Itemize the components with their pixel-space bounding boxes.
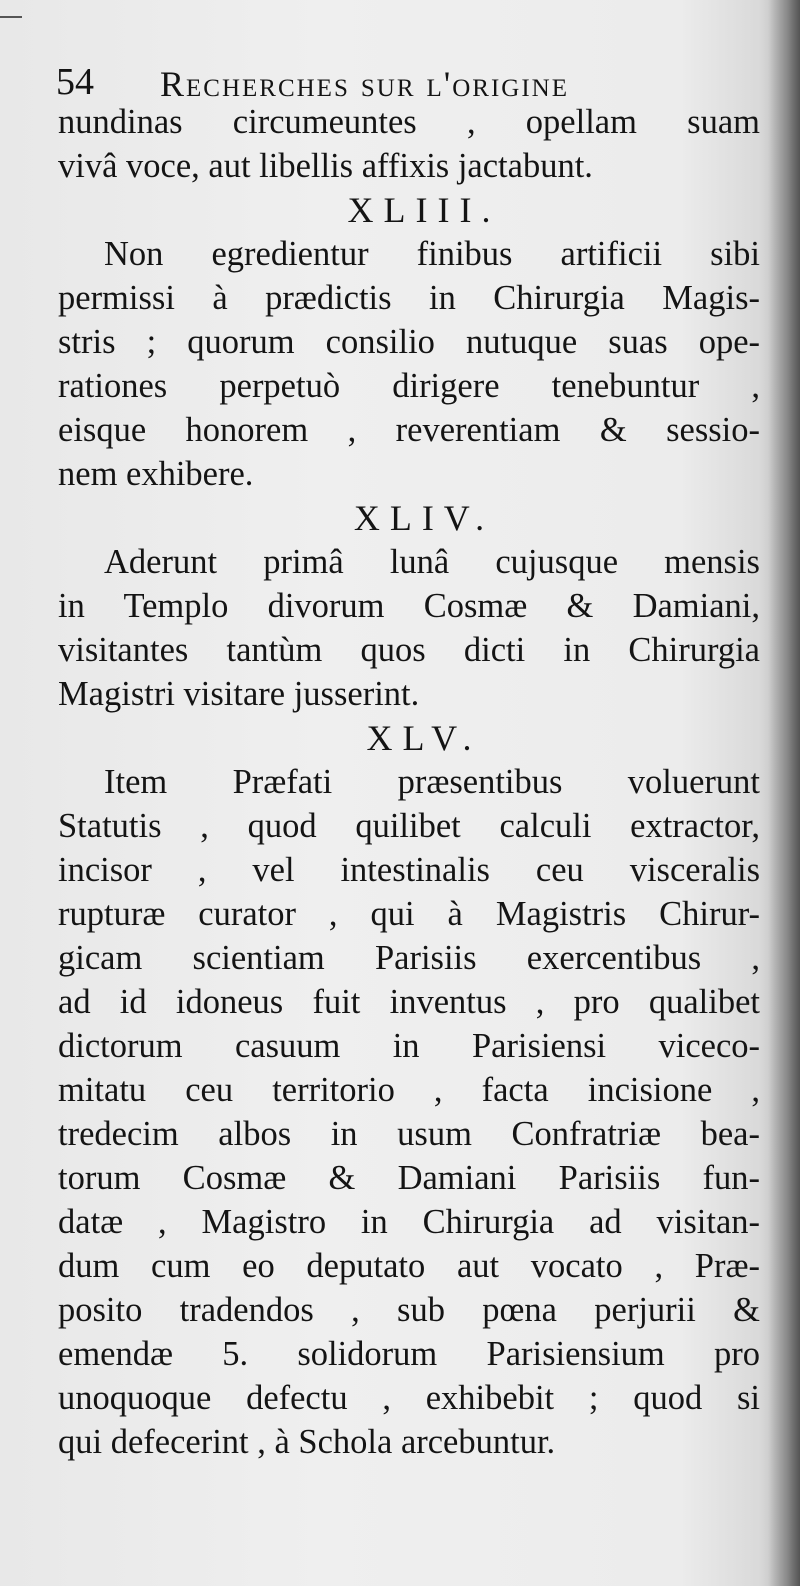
running-title: Recherches sur l'origine	[160, 64, 570, 104]
body-text	[58, 100, 760, 1464]
text-line: rationes perpetuò dirigere tenebuntur ,	[58, 367, 760, 405]
text-line: unoquoque defectu , exhibebit ; quod si	[58, 1379, 760, 1417]
text-line: permissi à prædictis in Chirurgia Magis-	[58, 279, 760, 317]
text-line: Statutis , quod quilibet calculi extractor,	[58, 807, 760, 845]
text-line: torum Cosmæ & Damiani Parisiis fun-	[58, 1159, 760, 1197]
paragraph-first-line: Item Præfati præsentibus voluerunt	[104, 763, 760, 801]
page-header	[56, 58, 756, 106]
text-line: dum cum eo deputato aut vocato , Præ-	[58, 1247, 760, 1285]
text-line: dictorum casuum in Parisiensi viceco-	[58, 1027, 760, 1065]
text-line: vivâ voce, aut libellis affixis jactabunt.	[58, 147, 593, 185]
text-line: Magistri visitare jusserint.	[58, 675, 420, 713]
text-line: in Templo divorum Cosmæ & Damiani,	[58, 587, 760, 625]
text-line: eisque honorem , reverentiam & sessio-	[58, 411, 760, 449]
section-heading: XLIII.	[347, 190, 501, 230]
text-line: emendæ 5. solidorum Parisiensium pro	[58, 1335, 760, 1373]
text-line: posito tradendos , sub pœna perjurii &	[58, 1291, 760, 1329]
paragraph-first-line: Aderunt primâ lunâ cujusque mensis	[104, 543, 760, 581]
text-line: visitantes tantùm quos dicti in Chirurgia	[58, 631, 760, 669]
text-line: incisor , vel intestinalis ceu visceralis	[58, 851, 760, 889]
text-line: gicam scientiam Parisiis exercentibus ,	[58, 939, 760, 977]
text-line: stris ; quorum consilio nutuque suas ope-	[58, 323, 760, 361]
text-line: datæ , Magistro in Chirurgia ad visitan-	[58, 1203, 760, 1241]
page-number: 54	[56, 61, 94, 103]
section-heading: XLV.	[366, 718, 482, 758]
text-line: tredecim albos in usum Confratriæ bea-	[58, 1115, 760, 1153]
margin-mark	[0, 16, 22, 18]
text-line: rupturæ curator , qui à Magistris Chirur-	[58, 895, 760, 933]
text-line: nem exhibere.	[58, 455, 254, 493]
text-line: qui defecerint , à Schola arcebuntur.	[58, 1423, 556, 1461]
text-line: ad id idoneus fuit inventus , pro qualibet	[58, 983, 760, 1021]
text-line: mitatu ceu territorio , facta incisione ,	[58, 1071, 760, 1109]
paragraph-first-line: Non egredientur finibus artificii sibi	[104, 235, 760, 273]
binding-shadow	[768, 0, 800, 1586]
section-heading: XLIV.	[353, 498, 495, 538]
text-line: nundinas circumeuntes , opellam suam	[58, 103, 760, 141]
